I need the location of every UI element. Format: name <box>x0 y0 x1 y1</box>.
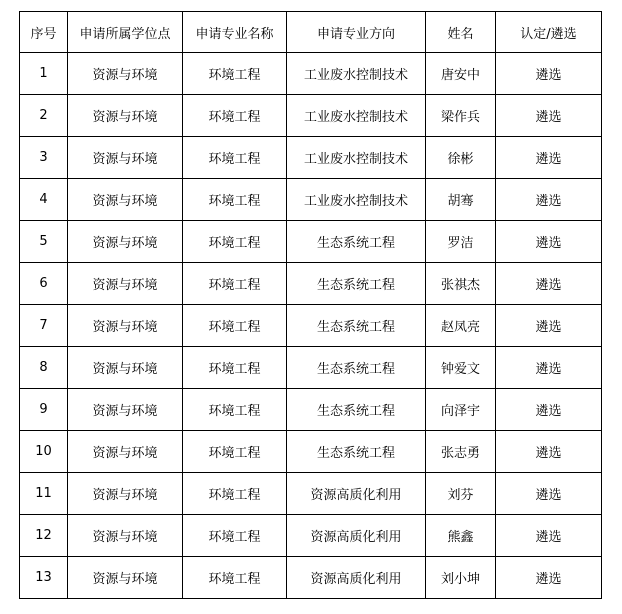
cell-type: 遴选 <box>496 473 602 515</box>
cell-name: 钟爱文 <box>426 347 496 389</box>
cell-degree-point: 资源与环境 <box>68 137 183 179</box>
cell-index: 9 <box>20 389 68 431</box>
cell-major-name: 环境工程 <box>183 137 287 179</box>
cell-type: 遴选 <box>496 515 602 557</box>
cell-major-name: 环境工程 <box>183 389 287 431</box>
cell-index: 2 <box>20 95 68 137</box>
cell-degree-point: 资源与环境 <box>68 389 183 431</box>
cell-name: 刘芬 <box>426 473 496 515</box>
table-row <box>20 557 602 599</box>
table-row <box>20 137 602 179</box>
cell-major-direction: 生态系统工程 <box>287 263 426 305</box>
cell-name: 胡骞 <box>426 179 496 221</box>
cell-index: 6 <box>20 263 68 305</box>
cell-major-name: 环境工程 <box>183 263 287 305</box>
header-cell-degree-point: 申请所属学位点 <box>68 12 183 53</box>
cell-index: 12 <box>20 515 68 557</box>
cell-degree-point: 资源与环境 <box>68 263 183 305</box>
cell-name: 张祺杰 <box>426 263 496 305</box>
cell-major-name: 环境工程 <box>183 557 287 599</box>
table-row <box>20 473 602 515</box>
cell-type: 遴选 <box>496 263 602 305</box>
cell-type: 遴选 <box>496 221 602 263</box>
cell-name: 张志勇 <box>426 431 496 473</box>
cell-type: 遴选 <box>496 179 602 221</box>
cell-index: 7 <box>20 305 68 347</box>
cell-index: 5 <box>20 221 68 263</box>
cell-major-direction: 生态系统工程 <box>287 431 426 473</box>
cell-degree-point: 资源与环境 <box>68 53 183 95</box>
cell-index: 1 <box>20 53 68 95</box>
cell-type: 遴选 <box>496 53 602 95</box>
cell-name: 刘小坤 <box>426 557 496 599</box>
cell-major-direction: 工业废水控制技术 <box>287 95 426 137</box>
cell-major-direction: 工业废水控制技术 <box>287 179 426 221</box>
cell-major-direction: 资源高质化利用 <box>287 515 426 557</box>
cell-index: 11 <box>20 473 68 515</box>
table-row <box>20 53 602 95</box>
cell-name: 熊鑫 <box>426 515 496 557</box>
cell-major-name: 环境工程 <box>183 347 287 389</box>
cell-major-direction: 生态系统工程 <box>287 221 426 263</box>
table-row <box>20 389 602 431</box>
cell-name: 唐安中 <box>426 53 496 95</box>
cell-major-direction: 工业废水控制技术 <box>287 137 426 179</box>
table-row <box>20 305 602 347</box>
table-body <box>20 53 602 599</box>
cell-major-name: 环境工程 <box>183 515 287 557</box>
cell-type: 遴选 <box>496 95 602 137</box>
cell-degree-point: 资源与环境 <box>68 557 183 599</box>
table-row <box>20 431 602 473</box>
cell-major-name: 环境工程 <box>183 53 287 95</box>
table-row <box>20 263 602 305</box>
cell-degree-point: 资源与环境 <box>68 431 183 473</box>
cell-name: 梁作兵 <box>426 95 496 137</box>
cell-name: 徐彬 <box>426 137 496 179</box>
header-cell-index: 序号 <box>20 12 68 53</box>
cell-degree-point: 资源与环境 <box>68 221 183 263</box>
cell-degree-point: 资源与环境 <box>68 305 183 347</box>
cell-major-name: 环境工程 <box>183 431 287 473</box>
cell-major-direction: 资源高质化利用 <box>287 557 426 599</box>
header-cell-major-name: 申请专业名称 <box>183 12 287 53</box>
cell-degree-point: 资源与环境 <box>68 95 183 137</box>
header-cell-name: 姓名 <box>426 12 496 53</box>
cell-degree-point: 资源与环境 <box>68 473 183 515</box>
cell-major-direction: 资源高质化利用 <box>287 473 426 515</box>
table-row <box>20 95 602 137</box>
cell-major-name: 环境工程 <box>183 221 287 263</box>
applicant-table <box>19 11 602 599</box>
cell-type: 遴选 <box>496 137 602 179</box>
cell-index: 3 <box>20 137 68 179</box>
cell-major-direction: 生态系统工程 <box>287 389 426 431</box>
cell-major-name: 环境工程 <box>183 179 287 221</box>
table-row <box>20 347 602 389</box>
cell-major-direction: 生态系统工程 <box>287 347 426 389</box>
cell-degree-point: 资源与环境 <box>68 515 183 557</box>
cell-major-name: 环境工程 <box>183 95 287 137</box>
table-row <box>20 515 602 557</box>
table-row <box>20 179 602 221</box>
cell-index: 13 <box>20 557 68 599</box>
cell-degree-point: 资源与环境 <box>68 179 183 221</box>
header-cell-major-direction: 申请专业方向 <box>287 12 426 53</box>
table-container <box>19 11 602 599</box>
table-header-row <box>20 12 602 53</box>
cell-major-direction: 工业废水控制技术 <box>287 53 426 95</box>
cell-index: 4 <box>20 179 68 221</box>
cell-degree-point: 资源与环境 <box>68 347 183 389</box>
table-row <box>20 221 602 263</box>
cell-name: 罗洁 <box>426 221 496 263</box>
cell-major-name: 环境工程 <box>183 305 287 347</box>
cell-type: 遴选 <box>496 305 602 347</box>
cell-type: 遴选 <box>496 431 602 473</box>
cell-index: 8 <box>20 347 68 389</box>
cell-type: 遴选 <box>496 347 602 389</box>
cell-name: 赵凤亮 <box>426 305 496 347</box>
header-cell-type: 认定/遴选 <box>496 12 602 53</box>
cell-index: 10 <box>20 431 68 473</box>
cell-type: 遴选 <box>496 389 602 431</box>
cell-major-name: 环境工程 <box>183 473 287 515</box>
cell-type: 遴选 <box>496 557 602 599</box>
cell-major-direction: 生态系统工程 <box>287 305 426 347</box>
cell-name: 向泽宇 <box>426 389 496 431</box>
